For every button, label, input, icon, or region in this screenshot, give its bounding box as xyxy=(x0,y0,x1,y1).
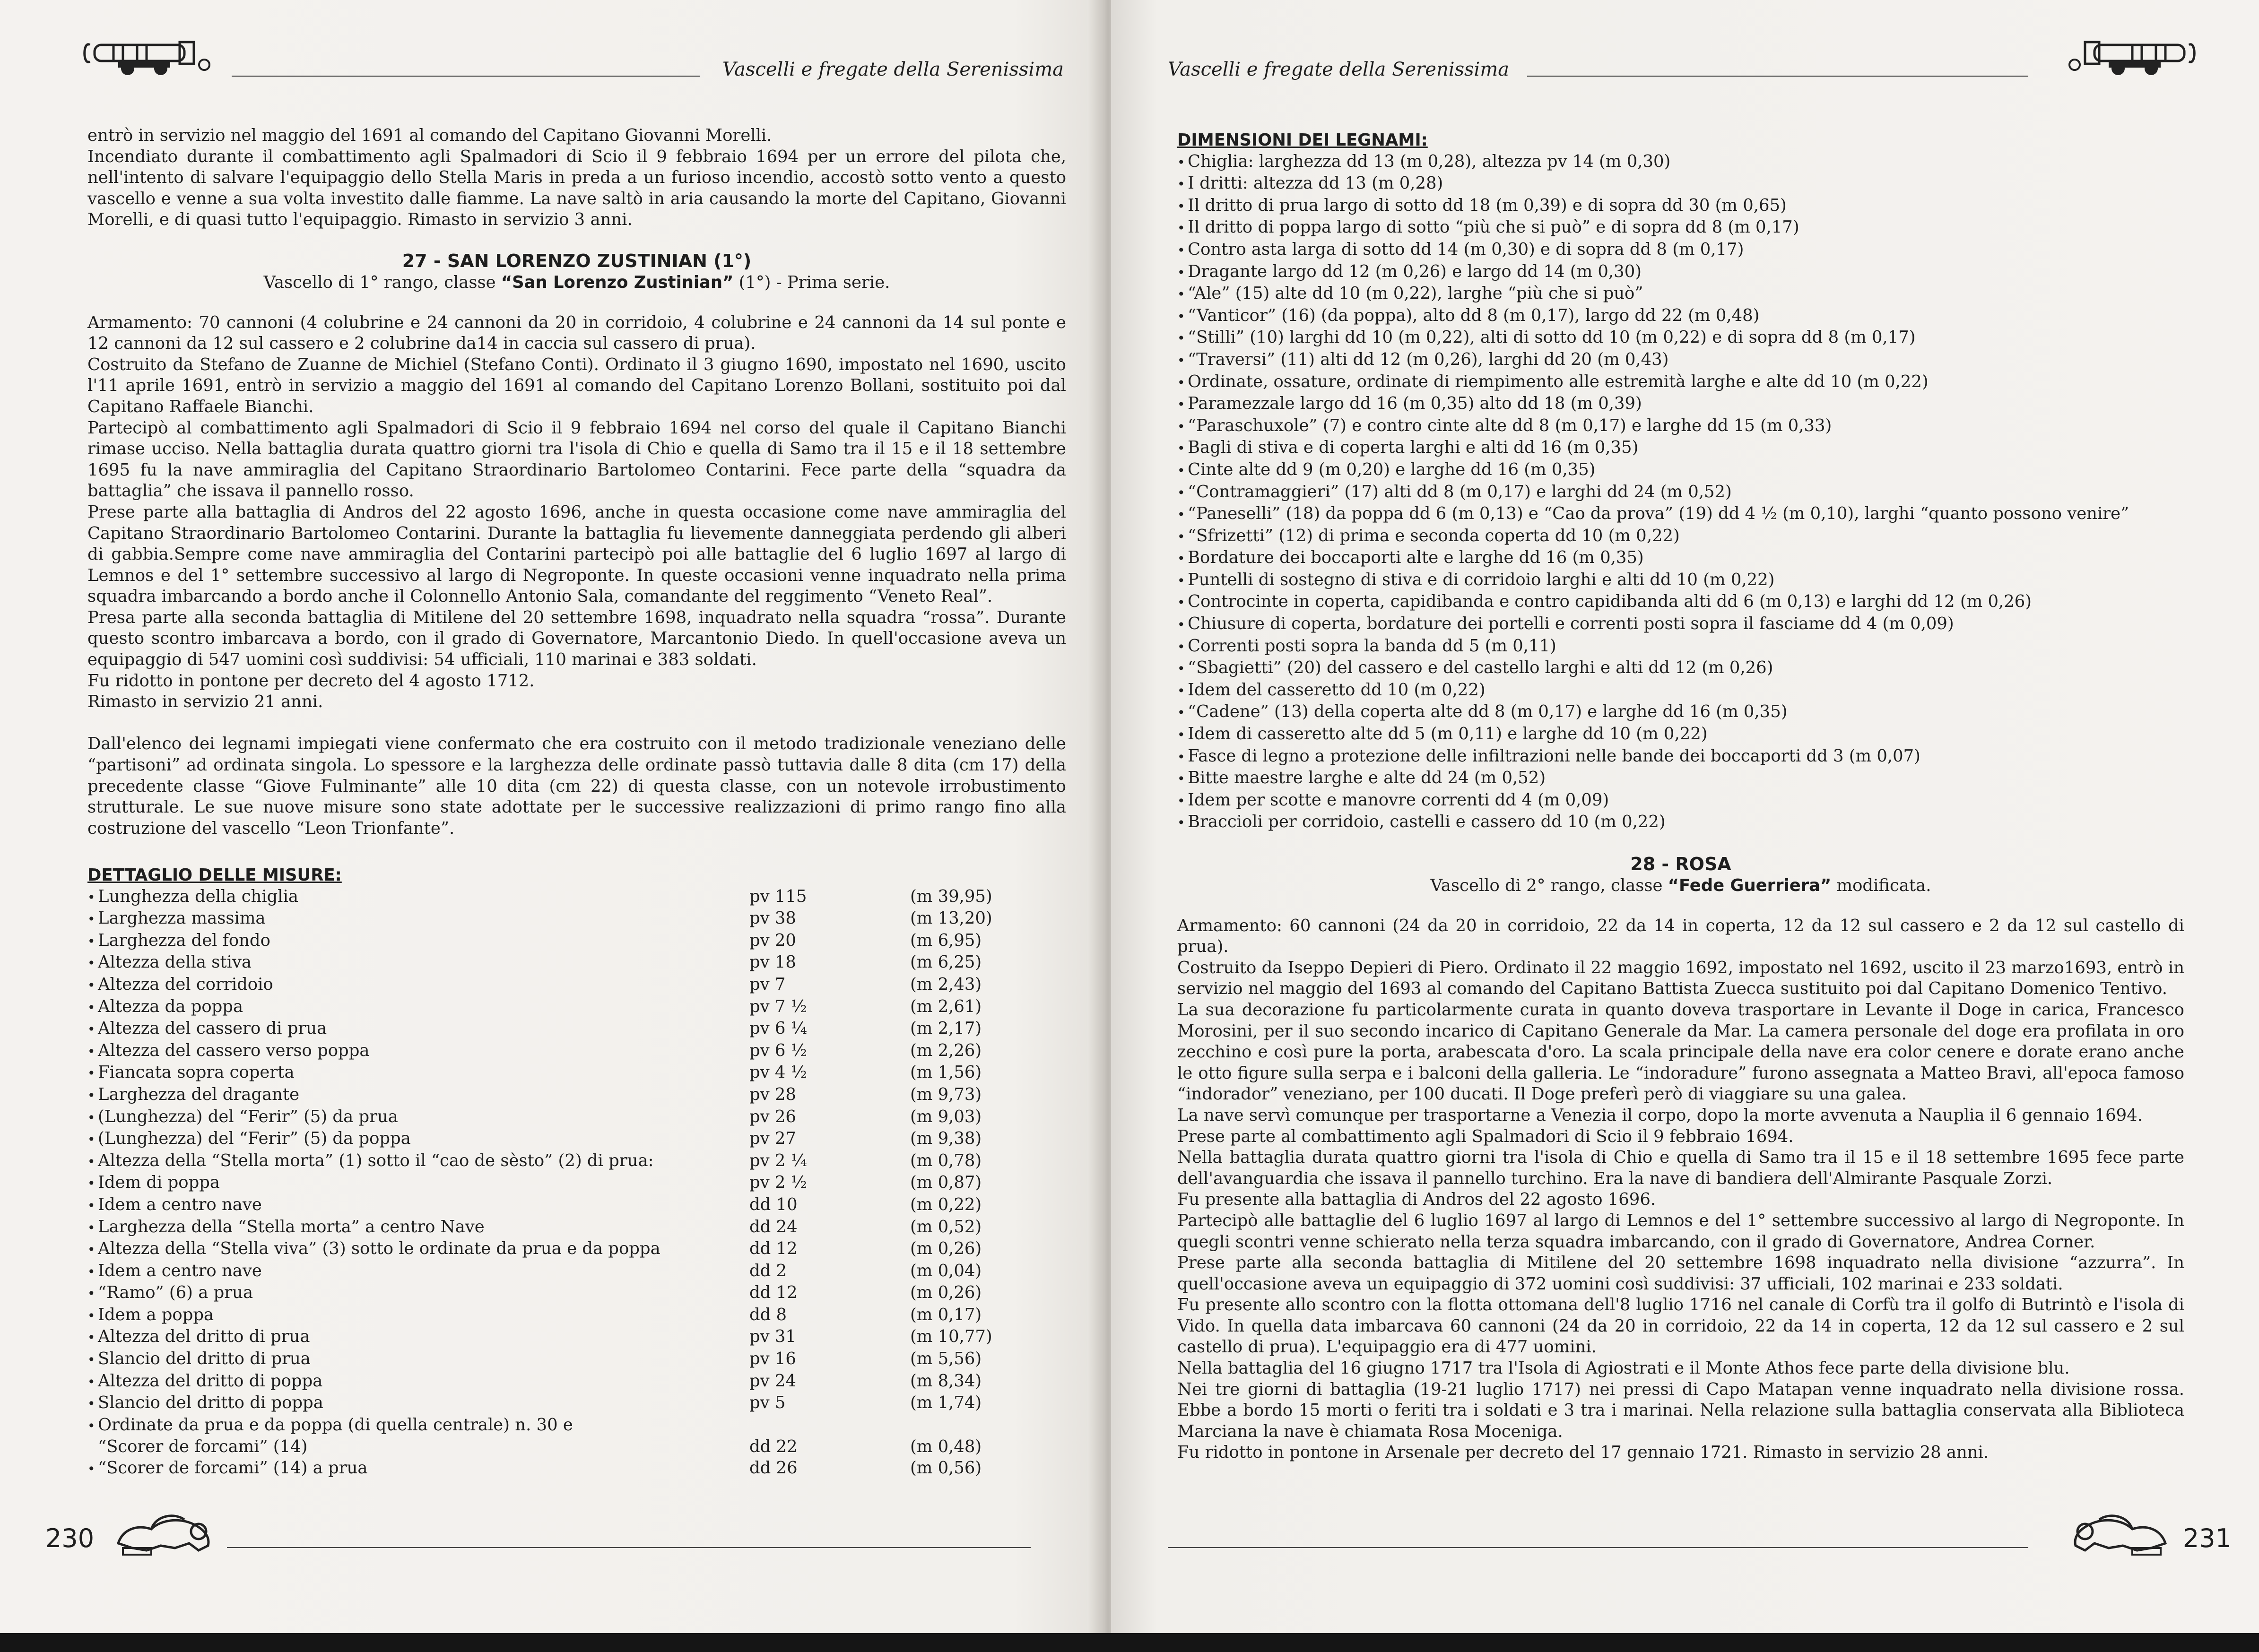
measure-row xyxy=(87,886,1066,908)
measure-row xyxy=(87,1261,1066,1283)
measure-metric-value: (m 8,34) xyxy=(910,1371,982,1391)
measure-unit-value: pv 31 xyxy=(749,1327,796,1347)
measure-label: • Altezza del cassero di prua xyxy=(87,1018,749,1040)
measures-heading: DETTAGLIO DELLE MISURE: xyxy=(87,865,342,885)
measure-unit-value: pv 6 ¼ xyxy=(749,1019,807,1038)
measure-metric-value: (m 0,22) xyxy=(910,1194,982,1214)
measure-label: • Slancio del dritto di prua xyxy=(87,1349,749,1371)
dimension-item: • Controcinte in coperta, capidibanda e contro capidibanda alti dd 6 (m 0,13) e larghi dd 12 (m 0,26) xyxy=(1177,591,2184,614)
measure-row xyxy=(87,974,1066,996)
measure-row xyxy=(87,1062,1066,1084)
measure-row xyxy=(87,1349,1066,1371)
measure-unit-value: pv 27 xyxy=(749,1129,796,1149)
measure-label: • “Ramo” (6) a prua xyxy=(87,1282,749,1305)
body-paragraph: Costruito da Iseppo Depieri di Piero. Ordinato il 22 maggio 1692, impostato nel 1692, uscito il 23 marzo1693, entrò in servizio nel maggio del 1693 al comando del Capitano Battista Zuecca sustituito poi dal Capitano Domenico Tentivo. xyxy=(1177,958,2184,999)
measure-unit-value: dd 10 xyxy=(749,1194,798,1214)
measure-unit-value: pv 115 xyxy=(749,886,807,906)
dimension-item: • Idem per scotte e manovre correnti dd 4 (m 0,09) xyxy=(1177,790,2184,812)
measure-row xyxy=(87,1018,1066,1040)
measure-label: • Altezza del dritto di prua xyxy=(87,1326,749,1349)
measure-metric-value xyxy=(910,1415,1052,1437)
measure-metric-value: (m 1,56) xyxy=(910,1063,982,1082)
measure-metric-value: (m 0,04) xyxy=(910,1261,982,1280)
dimension-item: • Il dritto di prua largo di sotto dd 18 (m 0,39) e di sopra dd 30 (m 0,65) xyxy=(1177,195,2184,217)
intro-paragraph: entrò in servizio nel maggio del 1691 al comando del Capitano Giovanni Morelli. xyxy=(87,126,772,145)
measure-label: • Lunghezza della chiglia xyxy=(87,886,749,908)
dimension-item: • Idem di casseretto alte dd 5 (m 0,11) e larghe dd 10 (m 0,22) xyxy=(1177,724,2184,746)
dimensions-list xyxy=(1177,151,2184,834)
dimension-item: • “Paneselli” (18) da poppa dd 6 (m 0,13) e “Cao da prova” (19) dd 4 ½ (m 0,10), larghi “quanto possono venire” xyxy=(1177,503,2184,526)
measure-label: • Altezza del corridoio xyxy=(87,974,749,996)
measure-unit-value: pv 20 xyxy=(749,930,796,950)
measure-label: • Ordinate da prua e da poppa (di quella centrale) n. 30 e xyxy=(87,1415,749,1437)
body-paragraph: Prese parte alla battaglia di Andros del 22 agosto 1696, anche in questa occasione come nave ammiraglia del Capitano Straordinario Bartolomeo Contarini. Durante la battaglia fu lievemente danneggiata perdendo gli alberi di gabbia.Sempre come nave ammiraglia del Contarini partecipò poi alle battaglie del 6 luglio 1697 al largo di Lemnos e del 1° settembre successivo al largo di Negroponte. In queste occasioni venne inquadrato nella prima squadra imbarcando a bordo anche il Colonnello Antonio Sala, comandante del reggimento “Veneto Real”. xyxy=(87,502,1066,606)
measure-row xyxy=(87,1107,1066,1129)
measure-unit-value: dd 22 xyxy=(749,1437,798,1457)
measure-label: • Altezza del dritto di poppa xyxy=(87,1371,749,1393)
measure-metric-value: (m 0,26) xyxy=(910,1283,982,1303)
body-paragraph: Nella battaglia del 16 giugno 1717 tra l'Isola di Agiostrati e il Monte Athos fece parte della divisione blu. xyxy=(1177,1358,2070,1378)
measure-metric-value: (m 9,03) xyxy=(910,1107,982,1126)
measure-row xyxy=(87,1393,1066,1415)
measure-metric-value: (m 5,56) xyxy=(910,1349,982,1369)
ship-heading: 28 - ROSA xyxy=(1630,854,1731,874)
measure-unit-value: pv 4 ½ xyxy=(749,1063,807,1082)
measure-unit-value: pv 28 xyxy=(749,1084,796,1104)
measure-metric-value: (m 0,26) xyxy=(910,1239,982,1259)
measure-metric-value: (m 0,52) xyxy=(910,1217,982,1237)
dimension-item: • “Traversi” (11) alti dd 12 (m 0,26), larghi dd 20 (m 0,43) xyxy=(1177,349,2184,372)
measure-row xyxy=(87,1282,1066,1305)
dimension-item: • Bordature dei boccaporti alte e larghe dd 16 (m 0,35) xyxy=(1177,547,2184,570)
measure-metric-value: (m 39,95) xyxy=(910,886,992,906)
measure-unit-value: dd 24 xyxy=(749,1217,798,1237)
measures-list xyxy=(87,886,1066,1480)
ship-class-name: “Fede Guerriera” xyxy=(1668,876,1832,895)
dimension-item: • “Contramaggieri” (17) alti dd 8 (m 0,17) e larghi dd 24 (m 0,52) xyxy=(1177,482,2184,504)
legnami-paragraph: Dall'elenco dei legnami impiegati viene confermato che era costruito con il metodo tradizionale veneziano delle “partisoni” ad ordinata singola. Lo spessore e la larghezza delle ordinate passò tuttavia dalle 8 dita (cm 17) della precedente classe “Giove Fulminante” alle 10 dita (cm 22) di questa classe, con un notevole irrobustimento strutturale. Le sue nuove misure sono state adottate per le successive realizzazioni di primo rango fino alla costruzione del vascello “Leon Trionfante”. xyxy=(87,734,1066,838)
right-header xyxy=(1168,52,2198,85)
measure-metric-value: (m 0,48) xyxy=(910,1437,982,1457)
body-paragraph: Armamento: 60 cannoni (24 da 20 in corridoio, 22 da 14 in coperta, 12 da 12 sul cassero e 2 da 12 sul castello di prua). xyxy=(1177,916,2184,957)
measure-metric-value: (m 9,73) xyxy=(910,1084,982,1104)
footer-rule xyxy=(1168,1547,2028,1548)
body-paragraph: Armamento: 70 cannoni (4 colubrine e 24 cannoni da 20 in corridoio, 4 colubrine e 24 cannoni da 14 sul ponte e 12 cannoni da 12 sul cassero e 2 colubrine da14 in caccia sul cassero di prua). xyxy=(87,312,1066,354)
measure-metric-value: (m 0,78) xyxy=(910,1150,982,1170)
measure-row xyxy=(87,1194,1066,1217)
measure-row xyxy=(87,1238,1066,1261)
measure-unit-value: pv 16 xyxy=(749,1349,796,1369)
measure-metric-value: (m 2,17) xyxy=(910,1019,982,1038)
measure-label: • Idem a centro nave xyxy=(87,1261,749,1283)
measure-row xyxy=(87,1084,1066,1107)
measure-metric-value: (m 10,77) xyxy=(910,1327,992,1347)
ship-class-name: “San Lorenzo Zustinian” xyxy=(501,272,734,292)
cannon-icon xyxy=(80,26,217,78)
right-footer xyxy=(1168,1510,2232,1567)
measure-metric-value: (m 1,74) xyxy=(910,1393,982,1413)
measure-unit-value: pv 7 xyxy=(749,974,786,994)
body-paragraph: Fu presente alla battaglia di Andros del 22 agosto 1696. xyxy=(1177,1190,1656,1210)
body-paragraph: Presa parte alla seconda battaglia di Mitilene del 20 settembre 1698, inquadrato nella squadra “rossa”. Durante questo scontro imbarcava a bordo, con il grado di Governatore, Marcantonio Diedo. In quell'occasione aveva un equipaggio di 547 uomini così suddivisi: 54 ufficiali, 110 marinai e 383 soldati. xyxy=(87,607,1066,670)
cannon-icon xyxy=(2061,26,2198,78)
body-paragraph: Prese parte al combattimento agli Spalmadori di Scio il 9 febbraio 1694. xyxy=(1177,1126,1794,1146)
dimension-item: • Fasce di legno a protezione delle infiltrazioni nelle bande dei boccaporti dd 3 (m 0,07) xyxy=(1177,746,2184,768)
measure-row xyxy=(87,1128,1066,1150)
body-paragraph: Nei tre giorni di battaglia (19-21 luglio 1717) nei pressi di Capo Matapan venne inquadrato nella divisione rossa. Ebbe a bordo 15 morti o feriti tra i soldati e 3 tra i marinai. Nella relazione sulla battaglia conservata alla Biblioteca Marciana la nave è chiamata Rosa Moceniga. xyxy=(1177,1379,2184,1441)
header-rule xyxy=(1527,76,2028,77)
right-text-column xyxy=(1177,125,2184,1463)
dimension-item: • Bitte maestre larghe e alte dd 24 (m 0,52) xyxy=(1177,768,2184,790)
measure-unit-value: dd 2 xyxy=(749,1261,787,1280)
measure-label: • Altezza della “Stella viva” (3) sotto le ordinate da prua e da poppa xyxy=(87,1238,749,1261)
measure-label: • (Lunghezza) del “Ferir” (5) da prua xyxy=(87,1107,749,1129)
dimension-item: • Chiusure di coperta, bordature dei portelli e correnti posti sopra il fasciame dd 4 (m 0,09) xyxy=(1177,614,2184,636)
left-page xyxy=(0,0,1102,1633)
body-paragraph: La sua decorazione fu particolarmente curata in quanto doveva trasportare in Levante il Doge in carica, Francesco Morosini, per il suo secondo incarico di Capitano Generale da Mar. La camera personale del doge era profilata in oro zecchino e così pure la porta, arabescata d'oro. La scala principale della nave era color cenere e dorate erano anche le otto figure sulla serpa e i balconi della galleria. Le “indoradure” furono assegnata a Matteo Bravi, all'epoca famoso “indorador” veneziano, per 100 ducati. Il Doge preferì però di viaggiare su una galea. xyxy=(1177,1000,2184,1104)
measure-row xyxy=(87,1326,1066,1349)
measure-label: • Larghezza massima xyxy=(87,908,749,930)
measure-row xyxy=(87,1371,1066,1393)
measure-metric-value: (m 13,20) xyxy=(910,908,992,928)
measure-row xyxy=(87,908,1066,930)
measure-label: “Scorer de forcami” (14) xyxy=(98,1437,308,1457)
measure-label: • Larghezza del dragante xyxy=(87,1084,749,1107)
page-number: 231 xyxy=(2182,1523,2232,1553)
measure-metric-value: (m 2,61) xyxy=(910,996,982,1016)
dimension-item: • Chiglia: larghezza dd 13 (m 0,28), altezza pv 14 (m 0,30) xyxy=(1177,151,2184,173)
dimension-item: • Idem del casseretto dd 10 (m 0,22) xyxy=(1177,680,2184,702)
measure-unit-value: dd 12 xyxy=(749,1283,798,1303)
dimension-item: • “Sbagietti” (20) del cassero e del castello larghi e alti dd 12 (m 0,26) xyxy=(1177,657,2184,680)
measure-unit-value: dd 12 xyxy=(749,1239,798,1259)
running-title: Vascelli e fregate della Serenissima xyxy=(1168,59,1510,80)
ship-subtitle: Vascello di 1° rango, classe “San Lorenzo Zustinian” (1°) - Prima serie. xyxy=(263,272,890,292)
dimension-item: • “Ale” (15) alte dd 10 (m 0,22), larghe “più che si può” xyxy=(1177,283,2184,305)
dimension-item: • Dragante largo dd 12 (m 0,26) e largo dd 14 (m 0,30) xyxy=(1177,261,2184,284)
measure-unit-value xyxy=(749,1415,910,1437)
measure-unit-value: pv 38 xyxy=(749,908,796,928)
measure-row xyxy=(87,952,1066,974)
measure-unit-value: pv 2 ½ xyxy=(749,1173,807,1193)
measure-metric-value: (m 2,26) xyxy=(910,1040,982,1060)
dimension-item: • Contro asta larga di sotto dd 14 (m 0,30) e di sopra dd 8 (m 0,17) xyxy=(1177,239,2184,261)
measure-row xyxy=(87,1458,1066,1480)
body-paragraph: Rimasto in servizio 21 anni. xyxy=(87,692,323,712)
measure-unit-value: dd 26 xyxy=(749,1458,798,1478)
measure-row xyxy=(87,1217,1066,1239)
left-footer xyxy=(38,1510,1031,1567)
running-title: Vascelli e fregate della Serenissima xyxy=(722,59,1064,80)
body-paragraph: Fu ridotto in pontone per decreto del 4 agosto 1712. xyxy=(87,671,535,691)
measure-unit-value: pv 5 xyxy=(749,1393,786,1413)
right-page xyxy=(1111,0,2259,1633)
left-text-column xyxy=(87,125,1066,1480)
measure-row xyxy=(87,1305,1066,1327)
body-paragraph: La nave servì comunque per trasportarne a Venezia il corpo, dopo la morte avvenuta a Nauplia il 6 gennaio 1694. xyxy=(1177,1105,2143,1125)
dimension-item: • I dritti: altezza dd 13 (m 0,28) xyxy=(1177,173,2184,195)
dimension-item: • Ordinate, ossature, ordinate di riempimento alle estremità larghe e alte dd 10 (m 0,22) xyxy=(1177,372,2184,394)
measure-label: • Altezza del cassero verso poppa xyxy=(87,1040,749,1063)
measure-label: • “Scorer de forcami” (14) a prua xyxy=(87,1458,749,1480)
body-paragraph: Partecipò al combattimento agli Spalmadori di Scio il 9 febbraio 1694 nel corso del quale il Capitano Bianchi rimase ucciso. Nella battaglia durata quattro giorni tra l'isola di Chio e quella di Samo tra il 15 e il 18 settembre 1695 fu la nave ammiraglia del Capitano Straordinario Bartolomeo Contarini. Fece parte della “squadra da battaglia” che issava il pannello rosso. xyxy=(87,418,1066,501)
measure-metric-value: (m 6,95) xyxy=(910,930,982,950)
measure-label: • Altezza della “Stella morta” (1) sotto il “cao de sèsto” (2) di prua: xyxy=(87,1150,749,1173)
measure-row xyxy=(87,1415,1066,1437)
measure-unit-value: pv 18 xyxy=(749,952,796,972)
dimension-item: • “Sfrizetti” (12) di prima e seconda coperta dd 10 (m 0,22) xyxy=(1177,526,2184,548)
measure-label: • Idem di poppa xyxy=(87,1172,749,1194)
dimension-item: • Paramezzale largo dd 16 (m 0,35) alto dd 18 (m 0,39) xyxy=(1177,393,2184,415)
winged-lion-icon xyxy=(109,1510,217,1557)
intro-paragraph: Incendiato durante il combattimento agli Spalmadori di Scio il 9 febbraio 1694 per un errore del pilota che, nell'intento di salvare l'equipaggio dello Stella Maris in preda a un furioso incendio, accostò sotto vento a questo vascello e venne a sua volta investito dalle fiamme. La nave saltò in aria causando la morte del Capitano, Giovanni Morelli, e di quasi tutto l'equipaggio. Rimasto in servizio 3 anni. xyxy=(87,147,1066,230)
measure-row xyxy=(87,1040,1066,1063)
ship-subtitle: Vascello di 2° rango, classe “Fede Guerriera” modificata. xyxy=(1430,876,1931,895)
page-number: 230 xyxy=(45,1523,95,1553)
body-paragraph: Prese parte alla seconda battaglia di Mitilene del 20 settembre 1698 inquadrato nella divisione “azzurra”. In quell'occasione aveva un equipaggio di 372 uomini così suddivisi: 37 ufficiali, 102 marinai e 233 soldati. xyxy=(1177,1253,2184,1294)
measure-label: • Idem a poppa xyxy=(87,1305,749,1327)
dimension-item: • Correnti posti sopra la banda dd 5 (m 0,11) xyxy=(1177,636,2184,658)
dimension-item: • Il dritto di poppa largo di sotto “più che si può” e di sopra dd 8 (m 0,17) xyxy=(1177,217,2184,239)
left-header xyxy=(80,52,1064,85)
dimension-item: • Bagli di stiva e di coperta larghi e alti dd 16 (m 0,35) xyxy=(1177,437,2184,459)
dimension-item: • Braccioli per corridoio, castelli e cassero dd 10 (m 0,22) xyxy=(1177,812,2184,834)
body-paragraph: Fu ridotto in pontone in Arsenale per decreto del 17 gennaio 1721. Rimasto in servizio 28 anni. xyxy=(1177,1443,1989,1462)
measure-metric-value: (m 0,56) xyxy=(910,1458,982,1478)
dimension-item: • “Vanticor” (16) (da poppa), alto dd 8 (m 0,17), largo dd 22 (m 0,48) xyxy=(1177,305,2184,328)
body-paragraph: Partecipò alle battaglie del 6 luglio 1697 al largo di Lemnos e del 1° settembre successivo al largo di Negroponte. In quegli scontri venne schierato nella terza squadra imbarcando, con il grado di Governatore, Andrea Corner. xyxy=(1177,1211,2184,1252)
body-paragraph: Fu presente allo scontro con la flotta ottomana dell'8 luglio 1716 nel canale di Corfù tra il golfo di Butrintò e l'isola di Vido. In quella data imbarcava 60 cannoni (24 da 20 in corridoio, 22 da 14 in coperta, 12 da 12 sul cassero e 2 sul castello di prua). L'equipaggio era di 477 uomini. xyxy=(1177,1295,2184,1357)
ship-heading: 27 - SAN LORENZO ZUSTINIAN (1°) xyxy=(402,250,752,271)
measure-metric-value: (m 6,25) xyxy=(910,952,982,972)
measure-metric-value: (m 2,43) xyxy=(910,974,982,994)
measure-unit-value: pv 26 xyxy=(749,1107,796,1126)
dimension-item: • Puntelli di sostegno di stiva e di corridoio larghi e alti dd 10 (m 0,22) xyxy=(1177,570,2184,592)
measure-unit-value: pv 2 ¼ xyxy=(749,1150,807,1170)
scan-border xyxy=(0,1633,2259,1652)
measure-label: • Larghezza del fondo xyxy=(87,930,749,952)
dimensions-heading: DIMENSIONI DEI LEGNAMI: xyxy=(1177,130,1428,150)
winged-lion-icon xyxy=(2066,1510,2175,1557)
measure-label: • (Lunghezza) del “Ferir” (5) da poppa xyxy=(87,1128,749,1150)
measure-metric-value: (m 0,17) xyxy=(910,1305,982,1324)
measure-metric-value: (m 0,87) xyxy=(910,1173,982,1193)
measure-row xyxy=(87,1172,1066,1194)
measure-row xyxy=(87,930,1066,952)
measure-unit-value: pv 7 ½ xyxy=(749,996,807,1016)
measure-unit-value: pv 24 xyxy=(749,1371,796,1391)
measure-metric-value: (m 9,38) xyxy=(910,1129,982,1149)
body-paragraph: Nella battaglia durata quattro giorni tra l'isola di Chio e quella di Samo tra il 15 e il 18 settembre 1695 fece parte dell'avanguardia che issava il pannello turchino. Era la nave di bandiera dell'Almirante Pasquale Zorzi. xyxy=(1177,1148,2184,1188)
measure-label: • Altezza da poppa xyxy=(87,996,749,1019)
measure-unit-value: pv 6 ½ xyxy=(749,1040,807,1060)
dimension-item: • “Cadene” (13) della coperta alte dd 8 (m 0,17) e larghe dd 16 (m 0,35) xyxy=(1177,701,2184,724)
body-paragraph: Costruito da Stefano de Zuanne de Michiel (Stefano Conti). Ordinato il 3 giugno 1690, impostato nel 1690, uscito l'11 aprile 1691, entrò in servizio a maggio del 1691 al comando del Capitano Lorenzo Bollani, sostituito poi dal Capitano Raffaele Bianchi. xyxy=(87,355,1066,416)
dimension-item: • “Paraschuxole” (7) e contro cinte alte dd 8 (m 0,17) e larghe dd 15 (m 0,33) xyxy=(1177,415,2184,438)
measure-row xyxy=(87,1150,1066,1173)
measure-label: • Larghezza della “Stella morta” a centro Nave xyxy=(87,1217,749,1239)
dimension-item: • “Stilli” (10) larghi dd 10 (m 0,22), alti di sotto dd 10 (m 0,22) e di sopra dd 8 (m 0,17) xyxy=(1177,327,2184,349)
measure-label: • Altezza della stiva xyxy=(87,952,749,974)
measure-row xyxy=(87,996,1066,1019)
measure-label: • Fiancata sopra coperta xyxy=(87,1062,749,1084)
measure-unit-value: dd 8 xyxy=(749,1305,787,1324)
measure-label: • Slancio del dritto di poppa xyxy=(87,1393,749,1415)
measure-row xyxy=(87,1436,1066,1458)
header-rule xyxy=(232,76,700,77)
footer-rule xyxy=(227,1547,1031,1548)
measure-label: • Idem a centro nave xyxy=(87,1194,749,1217)
dimension-item: • Cinte alte dd 9 (m 0,20) e larghe dd 16 (m 0,35) xyxy=(1177,459,2184,482)
